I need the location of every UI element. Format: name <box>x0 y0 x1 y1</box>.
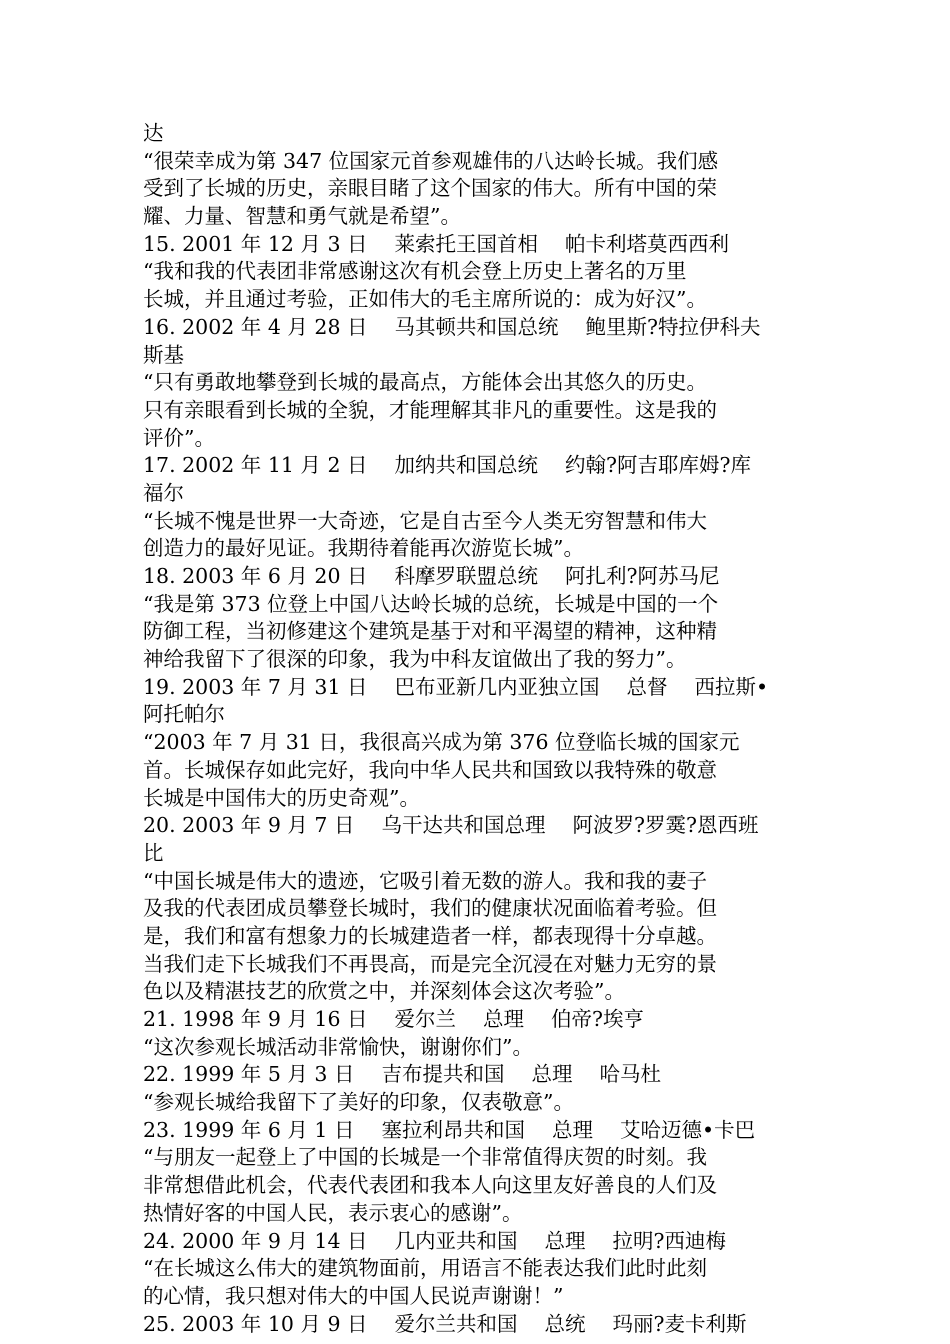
text-line: “我和我的代表团非常感谢这次有机会登上历史上著名的万里 <box>143 259 687 284</box>
text-line: “与朋友一起登上了中国的长城是一个非常值得庆贺的时刻。我 <box>143 1145 707 1170</box>
text-line: 22. 1999 年 5 月 3 日 吉布提共和国 总理 哈马杜 <box>143 1062 662 1087</box>
text-line: 热情好客的中国人民，表示衷心的感谢”。 <box>143 1200 523 1225</box>
text-line: 16. 2002 年 4 月 28 日 马其顿共和国总统 鲍里斯?特拉伊科夫 <box>143 314 761 339</box>
text-line: 比 <box>143 840 164 865</box>
text-line: 只有亲眼看到长城的全貌，才能理解其非凡的重要性。这是我的 <box>143 397 717 422</box>
text-line: 15. 2001 年 12 月 3 日 莱索托王国首相 帕卡利塔莫西西利 <box>143 231 730 256</box>
text-line: 神给我留下了很深的印象，我为中科友谊做出了我的努力”。 <box>143 647 687 672</box>
text-line: 福尔 <box>143 480 184 505</box>
text-line: “很荣幸成为第 347 位国家元首参观雄伟的八达岭长城。我们感 <box>143 148 719 173</box>
text-line: 首。长城保存如此完好，我向中华人民共和国致以我特殊的敬意 <box>143 757 717 782</box>
text-line: 受到了长城的历史，亲眼目睹了这个国家的伟大。所有中国的荣 <box>143 176 717 201</box>
text-line: 20. 2003 年 9 月 7 日 乌干达共和国总理 阿波罗?罗霙?恩西班 <box>143 813 759 838</box>
text-line: “长城不愧是世界一大奇迹，它是自古至今人类无穷智慧和伟大 <box>143 508 707 533</box>
text-line: “参观长城给我留下了美好的印象，仅表敬意”。 <box>143 1090 574 1115</box>
document-body <box>143 120 823 1338</box>
text-line: 长城是中国伟大的历史奇观”。 <box>143 785 420 810</box>
text-line: 18. 2003 年 6 月 20 日 科摩罗联盟总统 阿扎利?阿苏马尼 <box>143 564 720 588</box>
text-line: 及我的代表团成员攀登长城时，我们的健康状况面临着考验。但 <box>143 896 717 921</box>
text-line: “在长城这么伟大的建筑物面前，用语言不能表达我们此时此刻 <box>143 1256 707 1281</box>
text-line: 25. 2003 年 10 月 9 日 爱尔兰共和国 总统 玛丽?麦卡利斯 <box>143 1311 747 1336</box>
text-line: 17. 2002 年 11 月 2 日 加纳共和国总统 约翰?阿吉耶库姆?库 <box>143 453 752 478</box>
text-line: 防御工程，当初修建这个建筑是基于对和平渴望的精神，这种精 <box>143 619 717 644</box>
text-line: 24. 2000 年 9 月 14 日 几内亚共和国 总理 拉明?西迪梅 <box>143 1228 727 1253</box>
text-line: “2003 年 7 月 31 日，我很高兴成为第 376 位登临长城的国家元 <box>143 730 740 755</box>
text-line: 非常想借此机会，代表代表团和我本人向这里友好善良的人们及 <box>143 1173 717 1198</box>
text-line: 23. 1999 年 6 月 1 日 塞拉利昂共和国 总理 艾哈迈德•卡巴 <box>143 1117 756 1142</box>
text-line: 创造力的最好见证。我期待着能再次游览长城”。 <box>143 536 584 561</box>
text-line: 21. 1998 年 9 月 16 日 爱尔兰 总理 伯帝?埃亨 <box>143 1007 645 1031</box>
text-line: 达 <box>143 121 164 145</box>
text-line: 耀、力量、智慧和勇气就是希望”。 <box>143 204 461 229</box>
text-line: 是，我们和富有想象力的长城建造者一样，都表现得十分卓越。 <box>143 923 717 948</box>
text-line: “中国长城是伟大的遗迹，它吸引着无数的游人。我和我的妻子 <box>143 868 707 893</box>
text-line: “只有勇敢地攀登到长城的最高点，方能体会出其悠久的历史。 <box>143 370 707 395</box>
text-line: “我是第 373 位登上中国八达岭长城的总统，长城是中国的一个 <box>143 591 719 616</box>
text-line: 长城，并且通过考验，正如伟大的毛主席所说的：成为好汉”。 <box>143 287 707 312</box>
text-line: “这次参观长城活动非常愉快，谢谢你们”。 <box>143 1034 533 1059</box>
text-line: 斯基 <box>143 342 184 367</box>
text-line: 19. 2003 年 7 月 31 日 巴布亚新几内亚独立国 总督 西拉斯• <box>143 674 769 699</box>
text-line: 阿托帕尔 <box>143 702 225 727</box>
text-line: 评价”。 <box>143 425 215 450</box>
text-line: 的心情，我只想对伟大的中国人民说声谢谢！” <box>143 1283 564 1308</box>
text-line: 色以及精湛技艺的欣赏之中，并深刻体会这次考验”。 <box>143 979 625 1004</box>
text-line: 当我们走下长城我们不再畏高，而是完全沉浸在对魅力无穷的景 <box>143 951 717 976</box>
